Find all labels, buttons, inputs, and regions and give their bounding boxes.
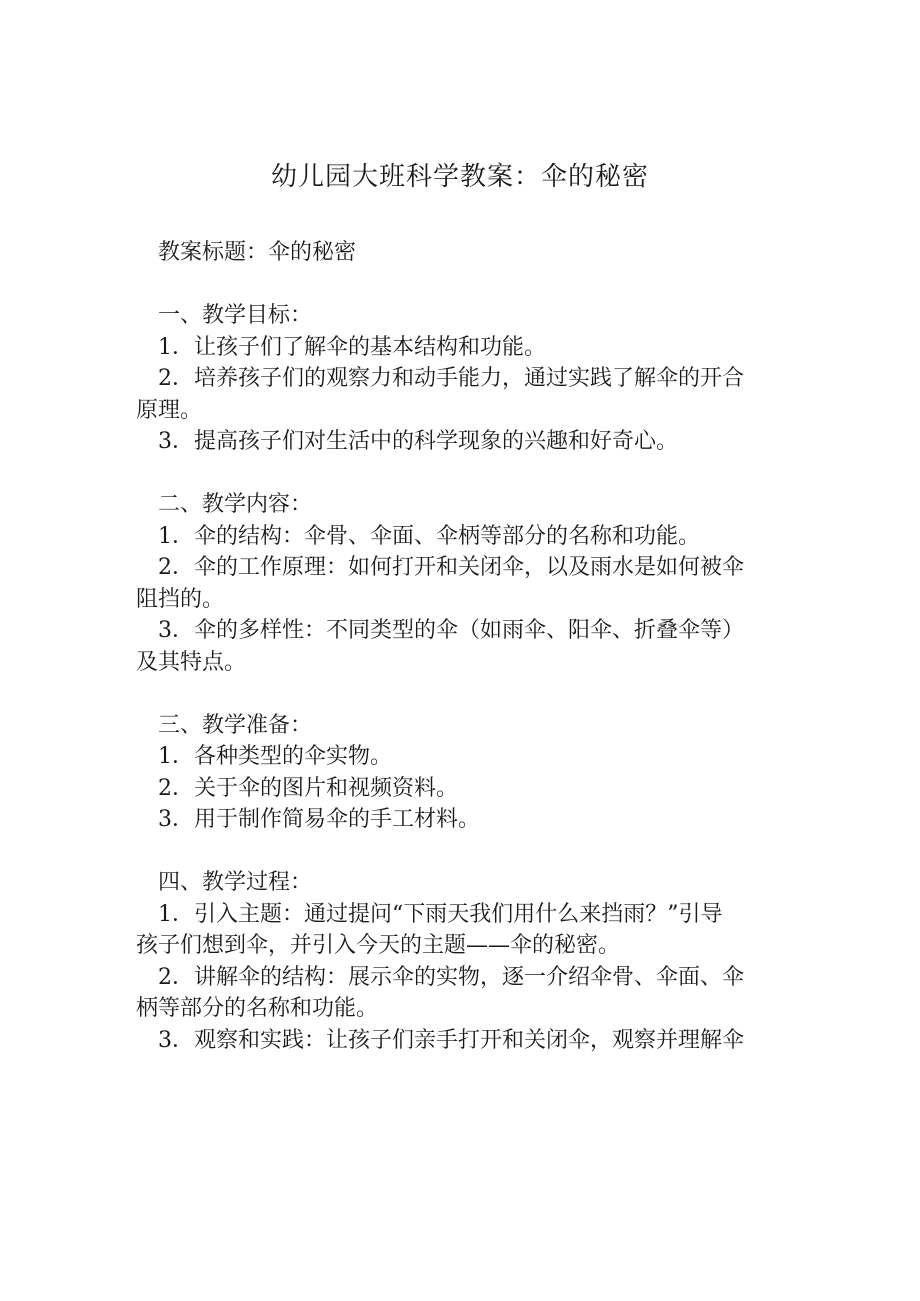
list-item: 2．关于伞的图片和视频资料。 — [158, 775, 458, 801]
list-item-continuation: 原理。 — [136, 397, 203, 423]
list-item: 3．伞的多样性：不同类型的伞（如雨伞、阳伞、折叠伞等） — [158, 618, 744, 643]
list-item: 1．各种类型的伞实物。 — [158, 744, 392, 769]
list-item-continuation: 柄等部分的名称和功能。 — [136, 996, 379, 1021]
section-heading: 四、教学过程： — [158, 870, 313, 895]
list-item: 3．用于制作简易伞的手工材料。 — [158, 807, 480, 832]
list-item: 1．伞的结构：伞骨、伞面、伞柄等部分的名称和功能。 — [158, 523, 700, 549]
section-teaching-preparation — [136, 710, 784, 836]
section-teaching-process — [136, 867, 784, 1056]
lesson-subtitle: 教案标题：伞的秘密 — [158, 240, 357, 265]
document-title: 幼儿园大班科学教案：伞的秘密 — [270, 162, 649, 192]
section-heading: 二、教学内容： — [158, 492, 313, 517]
document-body — [136, 237, 784, 1056]
list-item: 2．培养孩子们的观察力和动手能力，通过实践了解伞的开合 — [158, 366, 744, 391]
spacer — [136, 458, 784, 490]
spacer — [136, 678, 784, 710]
list-item: 3．提高孩子们对生活中的科学现象的兴趣和好奇心。 — [158, 429, 678, 454]
list-item: 2．讲解伞的结构：展示伞的实物，逐一介绍伞骨、伞面、伞 — [158, 964, 744, 990]
list-item: 3．观察和实践：让孩子们亲手打开和关闭伞，观察并理解伞 — [158, 1027, 744, 1053]
list-item: 1．让孩子们了解伞的基本结构和功能。 — [158, 334, 546, 360]
section-teaching-content — [136, 489, 784, 678]
list-item-continuation: 孩子们想到伞，并引入今天的主题——伞的秘密。 — [136, 933, 621, 958]
list-item-continuation: 及其特点。 — [136, 649, 247, 675]
list-item: 1．引入主题：通过提问“下雨天我们用什么来挡雨？”引导 — [158, 901, 723, 927]
section-heading: 三、教学准备： — [158, 712, 313, 738]
spacer — [136, 836, 784, 868]
section-heading: 一、教学目标： — [158, 303, 313, 328]
list-item: 2．伞的工作原理：如何打开和关闭伞，以及雨水是如何被伞 — [158, 555, 744, 580]
list-item-continuation: 阻挡的。 — [136, 586, 225, 612]
spacer — [136, 269, 784, 301]
section-teaching-goals — [136, 300, 784, 458]
